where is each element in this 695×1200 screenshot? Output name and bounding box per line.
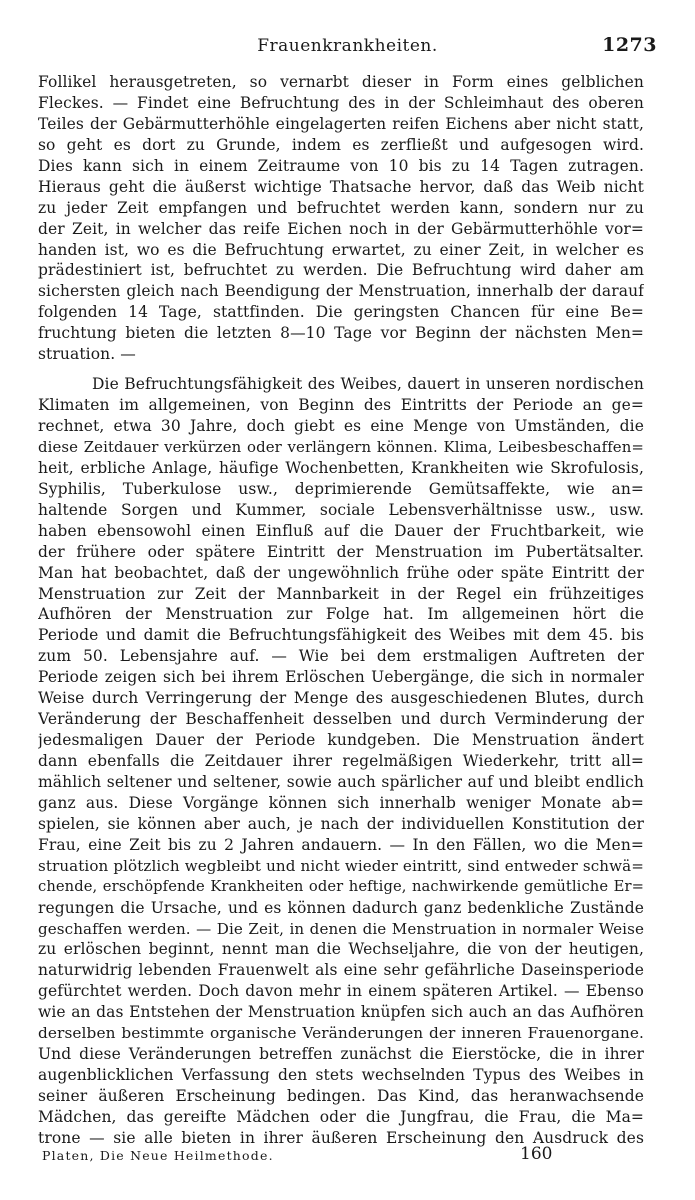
text-line: struation. — (38, 345, 136, 364)
text-line: haben ebensowohl einen Einfluß auf die Dauer der Fruchtbarkeit, wie (38, 521, 644, 540)
body-text (38, 72, 644, 1149)
text-line: diese Zeitdauer verkürzen oder verlängern können. Klima, Leibesbeschaffen= (38, 437, 644, 456)
text-line: naturwidrig lebenden Frauenwelt als eine sehr gefährliche Daseinsperiode (38, 961, 644, 980)
text-line: spielen, sie können aber auch, je nach der individuellen Konstitution der (38, 814, 644, 833)
text-line: Follikel herausgetreten, so vernarbt dieser in Form eines gelblichen (38, 73, 644, 91)
text-line: derselben bestimmte organische Veränderungen der inneren Frauenorgane. (38, 1024, 644, 1043)
text-line: haltende Sorgen und Kummer, sociale Lebensverhältnisse usw., usw. (38, 500, 644, 519)
text-line: gefürchtet werden. Doch davon mehr in einem späteren Artikel. — Ebenso (38, 982, 644, 1001)
text-line: fruchtung bieten die letzten 8—10 Tage vor Beginn der nächsten Men= (38, 324, 644, 343)
text-line: dann ebenfalls die Zeitdauer ihrer regelmäßigen Wiederkehr, tritt all= (38, 752, 644, 770)
text-line: ganz aus. Diese Vorgänge können sich innerhalb weniger Monate ab= (38, 793, 644, 812)
text-line: Frau, eine Zeit bis zu 2 Jahren andauern. — In den Fällen, wo die Men= (38, 835, 644, 854)
text-line: rechnet, etwa 30 Jahre, doch giebt es eine Menge von Umständen, die (38, 417, 644, 435)
text-line: Die Befruchtungsfähigkeit des Weibes, dauert in unseren nordischen (92, 375, 644, 394)
text-line: Weise durch Verringerung der Menge des ausgeschiedenen Blutes, durch (38, 689, 644, 708)
text-line: zum 50. Lebensjahre auf. — Wie bei dem erstmaligen Auftreten der (38, 647, 644, 666)
text-line: Periode zeigen sich bei ihrem Erlöschen Uebergänge, die sich in normaler (38, 668, 644, 687)
text-line: Hieraus geht die äußerst wichtige Thatsache hervor, daß das Weib nicht (38, 177, 644, 196)
paragraph-gap (38, 365, 644, 374)
text-line: Mädchen, das gereifte Mädchen oder die Jungfrau, die Frau, die Ma= (38, 1107, 644, 1126)
text-line: so geht es dort zu Grunde, indem es zerfließt und aufgesogen wird. (38, 135, 644, 154)
text-line: Aufhören der Menstruation zur Folge hat. Im allgemeinen hört die (38, 605, 644, 624)
text-line: jedesmaligen Dauer der Periode kundgeben. Die Menstruation ändert (38, 731, 644, 750)
imprint-line: Platen, Die Neue Heilmethode. (42, 1148, 274, 1163)
text-line: Klimaten im allgemeinen, von Beginn des Eintritts der Periode an ge= (38, 396, 644, 415)
sheet-signature-number: 160 (520, 1144, 553, 1164)
text-line: chende, erschöpfende Krankheiten oder heftige, nachwirkende gemütliche Er= (38, 877, 644, 895)
text-line: Fleckes. — Findet eine Befruchtung des in der Schleimhaut des oberen (38, 93, 644, 112)
paragraph (38, 72, 644, 365)
text-line: geschaffen werden. — Die Zeit, in denen die Menstruation in normaler Weise (38, 919, 644, 938)
text-line: Dies kann sich in einem Zeitraume von 10 bis zu 14 Tagen zutragen. (38, 156, 644, 175)
text-line: mählich seltener und seltener, sowie auch spärlicher auf und bleibt endlich (38, 772, 644, 791)
text-line: augenblicklichen Verfassung den stets wechselnden Typus des Weibes in (38, 1066, 644, 1085)
text-line: Man hat beobachtet, daß der ungewöhnlich frühe oder späte Eintritt der (38, 563, 644, 582)
text-line: trone — sie alle bieten in ihrer äußeren Erscheinung den Ausdruck des (38, 1128, 644, 1147)
text-line: folgenden 14 Tage, stattfinden. Die geringsten Chancen für eine Be= (38, 303, 644, 322)
page-number: 1273 (602, 34, 657, 56)
text-line: der frühere oder spätere Eintritt der Menstruation im Pubertätsalter. (38, 542, 644, 561)
text-line: sichersten gleich nach Beendigung der Menstruation, innerhalb der darauf (38, 282, 644, 301)
text-line: wie an das Entstehen der Menstruation knüpfen sich auch an das Aufhören (38, 1003, 644, 1022)
text-line: Menstruation zur Zeit der Mannbarkeit in der Regel ein frühzeitiges (38, 584, 644, 603)
text-line: prädestiniert ist, befruchtet zu werden. Die Befruchtung wird daher am (38, 261, 644, 280)
text-line: struation plötzlich wegbleibt und nicht wieder eintritt, sind entweder schwä= (38, 856, 644, 875)
text-line: heit, erbliche Anlage, häufige Wochenbetten, Krankheiten wie Skrofulosis, (38, 458, 644, 477)
text-line: Teiles der Gebärmutterhöhle eingelagerten reifen Eichens aber nicht statt, (38, 114, 644, 133)
text-line: regungen die Ursache, und es können dadurch ganz bedenkliche Zustände (38, 898, 644, 917)
paragraph (38, 374, 644, 1149)
text-line: Syphilis, Tuberkulose usw., deprimierende Gemütsaffekte, wie an= (38, 479, 644, 498)
text-line: handen ist, wo es die Befruchtung erwartet, zu einer Zeit, in welcher es (38, 240, 644, 259)
text-line: der Zeit, in welcher das reife Eichen noch in der Gebärmutterhöhle vor= (38, 219, 644, 238)
page-footer (42, 1144, 652, 1168)
text-line: Periode und damit die Befruchtungsfähigkeit des Weibes mit dem 45. bis (38, 626, 644, 645)
running-title: Frauenkrankheiten. (257, 36, 438, 56)
text-line: Und diese Veränderungen betreffen zunächst die Eierstöcke, die in ihrer (38, 1045, 644, 1064)
text-line: zu jeder Zeit empfangen und befruchtet werden kann, sondern nur zu (38, 198, 644, 217)
text-line: zu erlöschen beginnt, nennt man die Wechseljahre, die von der heutigen, (38, 940, 644, 959)
text-line: Veränderung der Beschaffenheit desselben und durch Verminderung der (38, 710, 644, 729)
text-line: seiner äußeren Erscheinung bedingen. Das Kind, das heranwachsende (38, 1087, 644, 1105)
running-head (0, 34, 695, 60)
